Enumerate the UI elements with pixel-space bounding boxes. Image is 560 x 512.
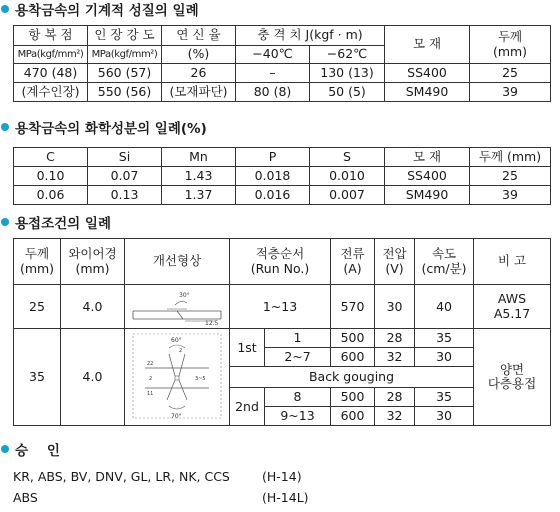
svg-text:11: 11 (147, 390, 154, 397)
header-groove-shape: 개선형상 (125, 239, 230, 285)
header-base-metal: 모 재 (385, 148, 470, 167)
cell: 130 (13) (310, 64, 385, 83)
cell: 0.06 (14, 186, 88, 205)
section-title-chemical (0, 119, 207, 135)
section-title-mechanical (0, 1, 199, 17)
cell: 30 (415, 348, 474, 367)
table-row (14, 167, 551, 186)
cell: 500 (331, 329, 375, 348)
approval-grade-1: (H-14) (262, 469, 302, 484)
cell: 0.10 (14, 167, 88, 186)
pass-label-2nd: 2nd (230, 388, 265, 426)
header-tensile-strength: 인 장 강 도 (88, 26, 162, 46)
cell: 30 (375, 285, 415, 329)
svg-text:3~5: 3~5 (195, 375, 206, 382)
cell: 1~13 (230, 285, 331, 329)
cell: AWS A5.17 (474, 285, 551, 329)
back-gouging-cell: Back gouging (230, 367, 474, 388)
cell: 550 (56) (88, 83, 162, 102)
cell: 560 (57) (88, 64, 162, 83)
header-elongation: 연 신 율 (162, 26, 236, 46)
table-row (14, 83, 551, 102)
svg-text:12.5: 12.5 (205, 320, 219, 325)
table-row (14, 329, 551, 348)
section-title-text: 승 인 (15, 443, 60, 459)
cell: 25 (470, 64, 551, 83)
cell: 28 (375, 329, 415, 348)
cell: 39 (470, 186, 551, 205)
cell: 0.13 (88, 186, 162, 205)
cell: 4.0 (61, 329, 125, 426)
cell: 4.0 (61, 285, 125, 329)
header-mn: Mn (162, 148, 236, 167)
cell: 570 (331, 285, 375, 329)
cell: 40 (415, 285, 474, 329)
cell: 2~7 (265, 348, 331, 367)
cell: 32 (375, 407, 415, 426)
table-row (14, 64, 551, 83)
cell: 39 (470, 83, 551, 102)
header-c: C (14, 148, 88, 167)
cell: 0.018 (236, 167, 310, 186)
cell: 0.007 (310, 186, 385, 205)
cell: 0.010 (310, 167, 385, 186)
cell: 26 (162, 64, 236, 83)
approval-societies-1: KR, ABS, BV, DNV, GL, LR, NK, CCS (13, 469, 230, 484)
header-impact-value: 충 격 치 J(kgf · m) (236, 26, 385, 46)
cell: – (236, 64, 310, 83)
section-title-text: 용착금속의 기계적 성질의 일례 (15, 3, 199, 19)
cell: 25 (14, 285, 61, 329)
cell: 600 (331, 348, 375, 367)
section-title-text: 용접조건의 일례 (15, 216, 111, 232)
header-thickness: 두께 (mm) (470, 148, 551, 167)
header-remarks: 비 고 (474, 239, 551, 285)
approval-societies-2: ABS (13, 490, 38, 505)
svg-text:30°: 30° (179, 292, 190, 299)
cell: (계수인장) (14, 83, 88, 102)
groove-diagram-1 (125, 285, 230, 329)
cell: 35 (14, 329, 61, 426)
single-bevel-groove-figure (127, 285, 227, 325)
header-p: P (236, 148, 310, 167)
welding-conditions-table (13, 238, 551, 426)
cell: 35 (415, 329, 474, 348)
header-tensile-unit: MPa(kgf/mm²) (88, 46, 162, 64)
header-current: 전류 (A) (331, 239, 375, 285)
cell: (모재파단) (162, 83, 236, 102)
cell: 30 (415, 407, 474, 426)
cell: 500 (331, 388, 375, 407)
header-thickness: 두께 (mm) (14, 239, 61, 285)
bullet-icon (1, 5, 9, 13)
pass-label-1st: 1st (230, 329, 265, 367)
cell: 80 (8) (236, 83, 310, 102)
mechanical-properties-table (13, 25, 551, 102)
section-title-approval (0, 441, 60, 457)
double-v-groove-figure (131, 332, 223, 420)
header-run-sequence: 적층순서 (Run No.) (230, 239, 331, 285)
svg-text:2: 2 (179, 347, 183, 354)
header-elongation-unit: (%) (162, 46, 236, 64)
approval-grade-2: (H-14L) (262, 490, 309, 505)
cell: SS400 (385, 167, 470, 186)
table-row (14, 285, 551, 329)
cell: 양면 다층용접 (474, 329, 551, 426)
svg-text:70°: 70° (171, 412, 182, 420)
svg-text:22: 22 (147, 360, 154, 367)
cell: SM490 (385, 83, 470, 102)
cell: 0.07 (88, 167, 162, 186)
table-row (14, 186, 551, 205)
header-voltage: 전압 (V) (375, 239, 415, 285)
header-impact-minus62: −62℃ (310, 46, 385, 64)
cell: 9~13 (265, 407, 331, 426)
bullet-icon (1, 218, 9, 226)
cell: 32 (375, 348, 415, 367)
header-s: S (310, 148, 385, 167)
header-base-metal: 모 재 (385, 26, 470, 64)
cell: 50 (5) (310, 83, 385, 102)
cell: 470 (48) (14, 64, 88, 83)
bullet-icon (1, 445, 9, 453)
header-impact-minus40: −40℃ (236, 46, 310, 64)
cell: 1.43 (162, 167, 236, 186)
section-title-welding (0, 214, 111, 230)
header-yield-point: 항 복 점 (14, 26, 88, 46)
cell: SS400 (385, 64, 470, 83)
svg-text:2: 2 (149, 375, 153, 382)
chemical-composition-table (13, 147, 551, 205)
cell: 8 (265, 388, 331, 407)
cell: 1 (265, 329, 331, 348)
header-thickness: 두께 (mm) (470, 26, 551, 64)
header-yield-unit: MPa(kgf/mm²) (14, 46, 88, 64)
table-header-row (14, 148, 551, 167)
cell: SM490 (385, 186, 470, 205)
groove-diagram-2 (125, 329, 230, 426)
section-title-text: 용착금속의 화학성분의 일례(%) (15, 121, 207, 137)
cell: 600 (331, 407, 375, 426)
header-si: Si (88, 148, 162, 167)
bullet-icon (1, 123, 9, 131)
cell: 25 (470, 167, 551, 186)
cell: 0.016 (236, 186, 310, 205)
header-wire-diameter: 와이어경 (mm) (61, 239, 125, 285)
svg-text:60°: 60° (171, 336, 182, 344)
cell: 35 (415, 388, 474, 407)
header-speed: 속도 (cm/분) (415, 239, 474, 285)
cell: 28 (375, 388, 415, 407)
cell: 1.37 (162, 186, 236, 205)
